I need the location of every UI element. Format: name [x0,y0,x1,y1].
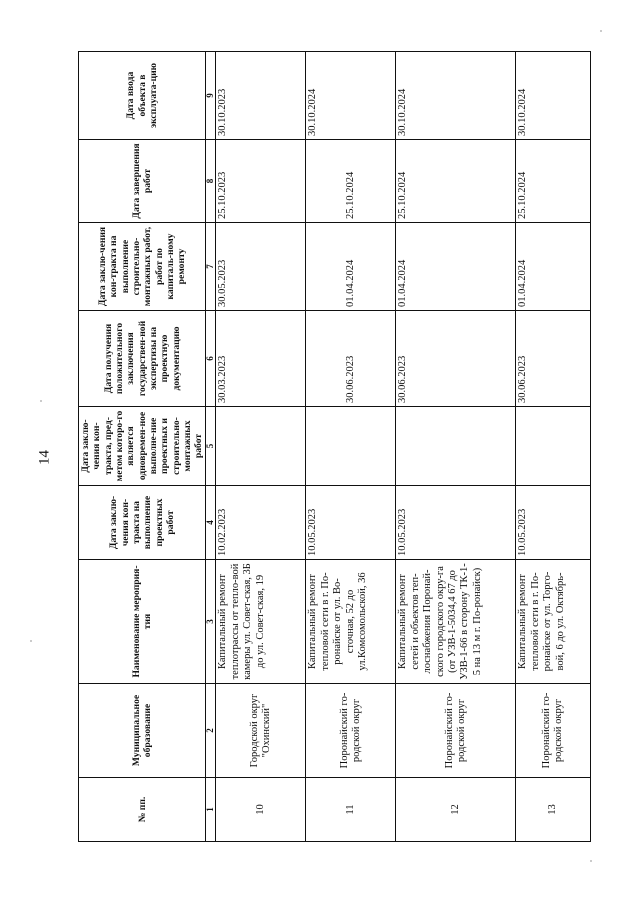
construction-contract-date: 30.05.2023 [216,223,306,311]
header-completion: Дата завершения работ [79,140,206,223]
design-contract-date: 10.05.2023 [396,486,516,560]
event-name-cell: Капитальный ремонт тепловой сети в г. По-ронайске от ул. Во-сточная, 52 до ул.Комсомольской, 36 [306,560,396,684]
commissioning-date: 30.10.2024 [516,52,591,140]
construction-contract-date: 01.04.2024 [396,223,516,311]
header-expertise: Дата получения положительного заключения государствен-ной экспертизы на проектную документацию [79,311,206,407]
combined-contract-date [516,407,591,486]
column-number: 4 [206,486,216,560]
row-number: 11 [306,778,396,842]
construction-contract-date: 01.04.2024 [516,223,591,311]
commissioning-date: 30.10.2023 [216,52,306,140]
column-number: 7 [206,223,216,311]
header-event-name: Наименование мероприя-тия [79,560,206,684]
schedule-table [78,51,591,842]
expertise-date: 30.06.2023 [396,311,516,407]
column-number: 9 [206,52,216,140]
header-design-contract: Дата заклю-чения кон-тракта на выполнение проектных работ [79,486,206,560]
commissioning-date: 30.10.2024 [396,52,516,140]
header-construction-contract: Дата заклю-чения кон-тракта на выполнение строительно-монтажных работ, работ по капиталь-ному ремонту [79,223,206,311]
design-contract-date: 10.05.2023 [306,486,396,560]
municipality-cell: Поронайский го-родской округ [516,684,591,778]
column-number: 2 [206,684,216,778]
combined-contract-date [216,407,306,486]
design-contract-date: 10.02.2023 [216,486,306,560]
row-number: 10 [216,778,306,842]
table-row [516,52,591,842]
header-combined-contract: Дата заклю-чения кон-тракта, пред-метом которо-го является одновремен-ное выполне-ние проектных и строительно-монтажных работ [79,407,206,486]
completion-date: 25.10.2023 [216,140,306,223]
combined-contract-date [306,407,396,486]
schedule-table-rotated [78,52,568,842]
expertise-date: 30.06.2023 [516,311,591,407]
commissioning-date: 30.10.2024 [306,52,396,140]
page-number: 14 [36,450,53,465]
header-municipality: Муниципальное образование [79,684,206,778]
column-number-row [206,52,216,842]
completion-date: 25.10.2024 [396,140,516,223]
header-num: № пп. [79,778,206,842]
column-number: 8 [206,140,216,223]
column-number: 5 [206,407,216,486]
municipality-cell: Городской округ "Охинский" [216,684,306,778]
table-row [396,52,516,842]
completion-date: 25.10.2024 [306,140,396,223]
construction-contract-date: 01.04.2024 [306,223,396,311]
event-name-cell: Капитальный ремонт сетей и объектов теп-лоснабжения Поронай-ского городского окру-га (от УЗВ-1-5034,4 67 до УЗВ-1-66 в сторону ТК-1-5 на 13 м г. По-ронайск) [396,560,516,684]
row-number: 12 [396,778,516,842]
scan-speck [40,400,42,402]
header-row [79,52,206,842]
municipality-cell: Поронайский го-родской округ [396,684,516,778]
column-number: 3 [206,560,216,684]
municipality-cell: Поронайский го-родской округ [306,684,396,778]
design-contract-date: 10.05.2023 [516,486,591,560]
expertise-date: 30.06.2023 [306,311,396,407]
event-name-cell: Капитальный ремонт теплотрассы от тепло-вой камеры ул. Совет-ская, 3Б до ул. Совет-ская, 19 [216,560,306,684]
header-commissioning: Дата ввода объекта в эксплуата-цию [79,52,206,140]
column-number: 6 [206,311,216,407]
table-row [216,52,306,842]
completion-date: 25.10.2024 [516,140,591,223]
scan-speck [600,30,602,32]
event-name-cell: Капитальный ремонт тепловой сети в г. По-ронайске от ул. Торго-вой, 6 до ул. Октябрь- [516,560,591,684]
scan-speck [590,860,592,862]
column-number: 1 [206,778,216,842]
expertise-date: 30.03.2023 [216,311,306,407]
combined-contract-date [396,407,516,486]
table-row [306,52,396,842]
row-number: 13 [516,778,591,842]
scan-speck [30,640,32,642]
